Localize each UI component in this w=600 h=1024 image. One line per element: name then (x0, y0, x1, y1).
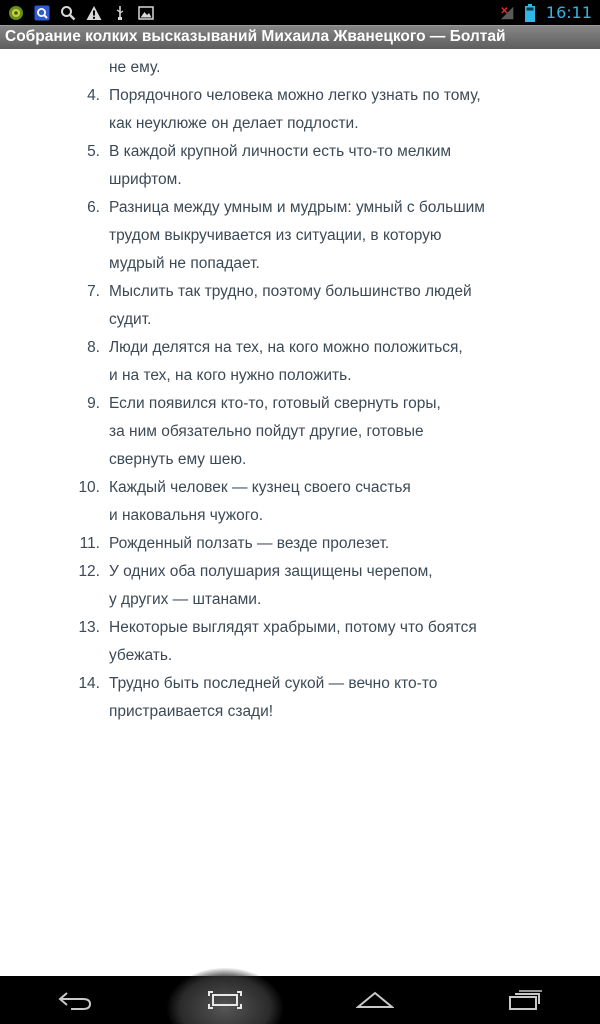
quote-text-line: и наковальня чужого. (109, 507, 264, 524)
usb-icon (112, 5, 128, 21)
quote-text-line: Люди делятся на тех, на кого можно положиться, (109, 339, 463, 356)
home-icon (356, 990, 394, 1010)
quote-text-line: свернуть ему шею. (109, 451, 247, 468)
list-item-number: 6. (87, 199, 100, 216)
quote-text-line: мудрый не попадает. (109, 255, 260, 272)
quote-text-line: Каждый человек — кузнец своего счастья (109, 479, 411, 496)
list-item-number: 5. (87, 143, 100, 160)
list-item (0, 54, 600, 82)
notification-icons[interactable] (0, 0, 154, 25)
search-icon (60, 5, 76, 21)
quote-text-line: пристраивается сзади! (109, 703, 274, 720)
list-item-number: 4. (87, 87, 100, 104)
list-item-number: 7. (87, 283, 100, 300)
image-icon (138, 5, 154, 21)
quote-text-line: Некоторые выглядят храбрыми, потому что боятся (109, 619, 477, 636)
list-item (0, 474, 600, 530)
signal-off-icon (500, 5, 516, 21)
system-status (500, 0, 600, 25)
quote-text-line: шрифтом. (109, 171, 182, 188)
navigation-bar (0, 976, 600, 1024)
list-item-number: 8. (87, 339, 100, 356)
list-item-number: 9. (87, 395, 100, 412)
quote-text-line: убежать. (109, 647, 173, 664)
quote-text-line: как неуклюже он делает подлости. (109, 115, 359, 132)
page-title: Собрание колких высказываний Михаила Жванецкого — Болтай (5, 28, 506, 45)
list-item (0, 194, 600, 278)
back-button[interactable] (15, 976, 135, 1024)
list-item (0, 558, 600, 614)
quote-text-line: Рожденный ползать — везде пролезет. (109, 535, 390, 552)
list-item (0, 670, 600, 726)
quote-text-line: у других — штанами. (109, 591, 262, 608)
screenshot-icon (207, 990, 243, 1010)
quote-text-line: Если появился кто-то, готовый свернуть горы, (109, 395, 441, 412)
list-item-number: 14. (78, 675, 100, 692)
article-content[interactable] (0, 49, 600, 976)
status-clock: 16:11 (545, 3, 592, 22)
recent-apps-button[interactable] (465, 976, 585, 1024)
quote-text-line: трудом выкручивается из ситуации, в которую (109, 227, 442, 244)
list-item (0, 138, 600, 194)
screenshot-button[interactable] (165, 976, 285, 1024)
list-item (0, 334, 600, 390)
quote-text-line: не ему. (109, 59, 161, 76)
quote-text-line: В каждой крупной личности есть что-то мелким (109, 143, 452, 160)
quote-text-line: Порядочного человека можно легко узнать по тому, (109, 87, 481, 104)
list-item (0, 82, 600, 138)
list-item-number: 11. (79, 535, 100, 552)
quote-text-line: Разница между умным и мудрым: умный с большим (109, 199, 485, 216)
quote-text-line: за ним обязательно пойдут другие, готовые (109, 423, 424, 440)
recent-apps-icon (507, 989, 543, 1011)
list-item (0, 278, 600, 334)
title-bar (0, 25, 600, 49)
quote-text-line: У одних оба полушария защищены черепом, (109, 563, 433, 580)
quote-text-line: Мыслить так трудно, поэтому большинство людей (109, 283, 472, 300)
home-button[interactable] (315, 976, 435, 1024)
quote-text-line: Трудно быть последней сукой — вечно кто-то (109, 675, 438, 692)
list-item (0, 614, 600, 670)
list-item (0, 530, 600, 558)
quote-text-line: судит. (109, 311, 152, 328)
list-item (0, 390, 600, 474)
battery-icon (522, 5, 538, 21)
status-bar (0, 0, 600, 25)
quote-text-line: и на тех, на кого нужно положить. (109, 367, 352, 384)
list-item-number: 10. (78, 479, 100, 496)
quote-list (0, 54, 600, 726)
android-app-icon (8, 5, 24, 21)
list-item-number: 13. (78, 619, 100, 636)
warning-icon (86, 5, 102, 21)
back-icon (57, 989, 93, 1011)
search-app-icon (34, 5, 50, 21)
list-item-number: 12. (78, 563, 100, 580)
